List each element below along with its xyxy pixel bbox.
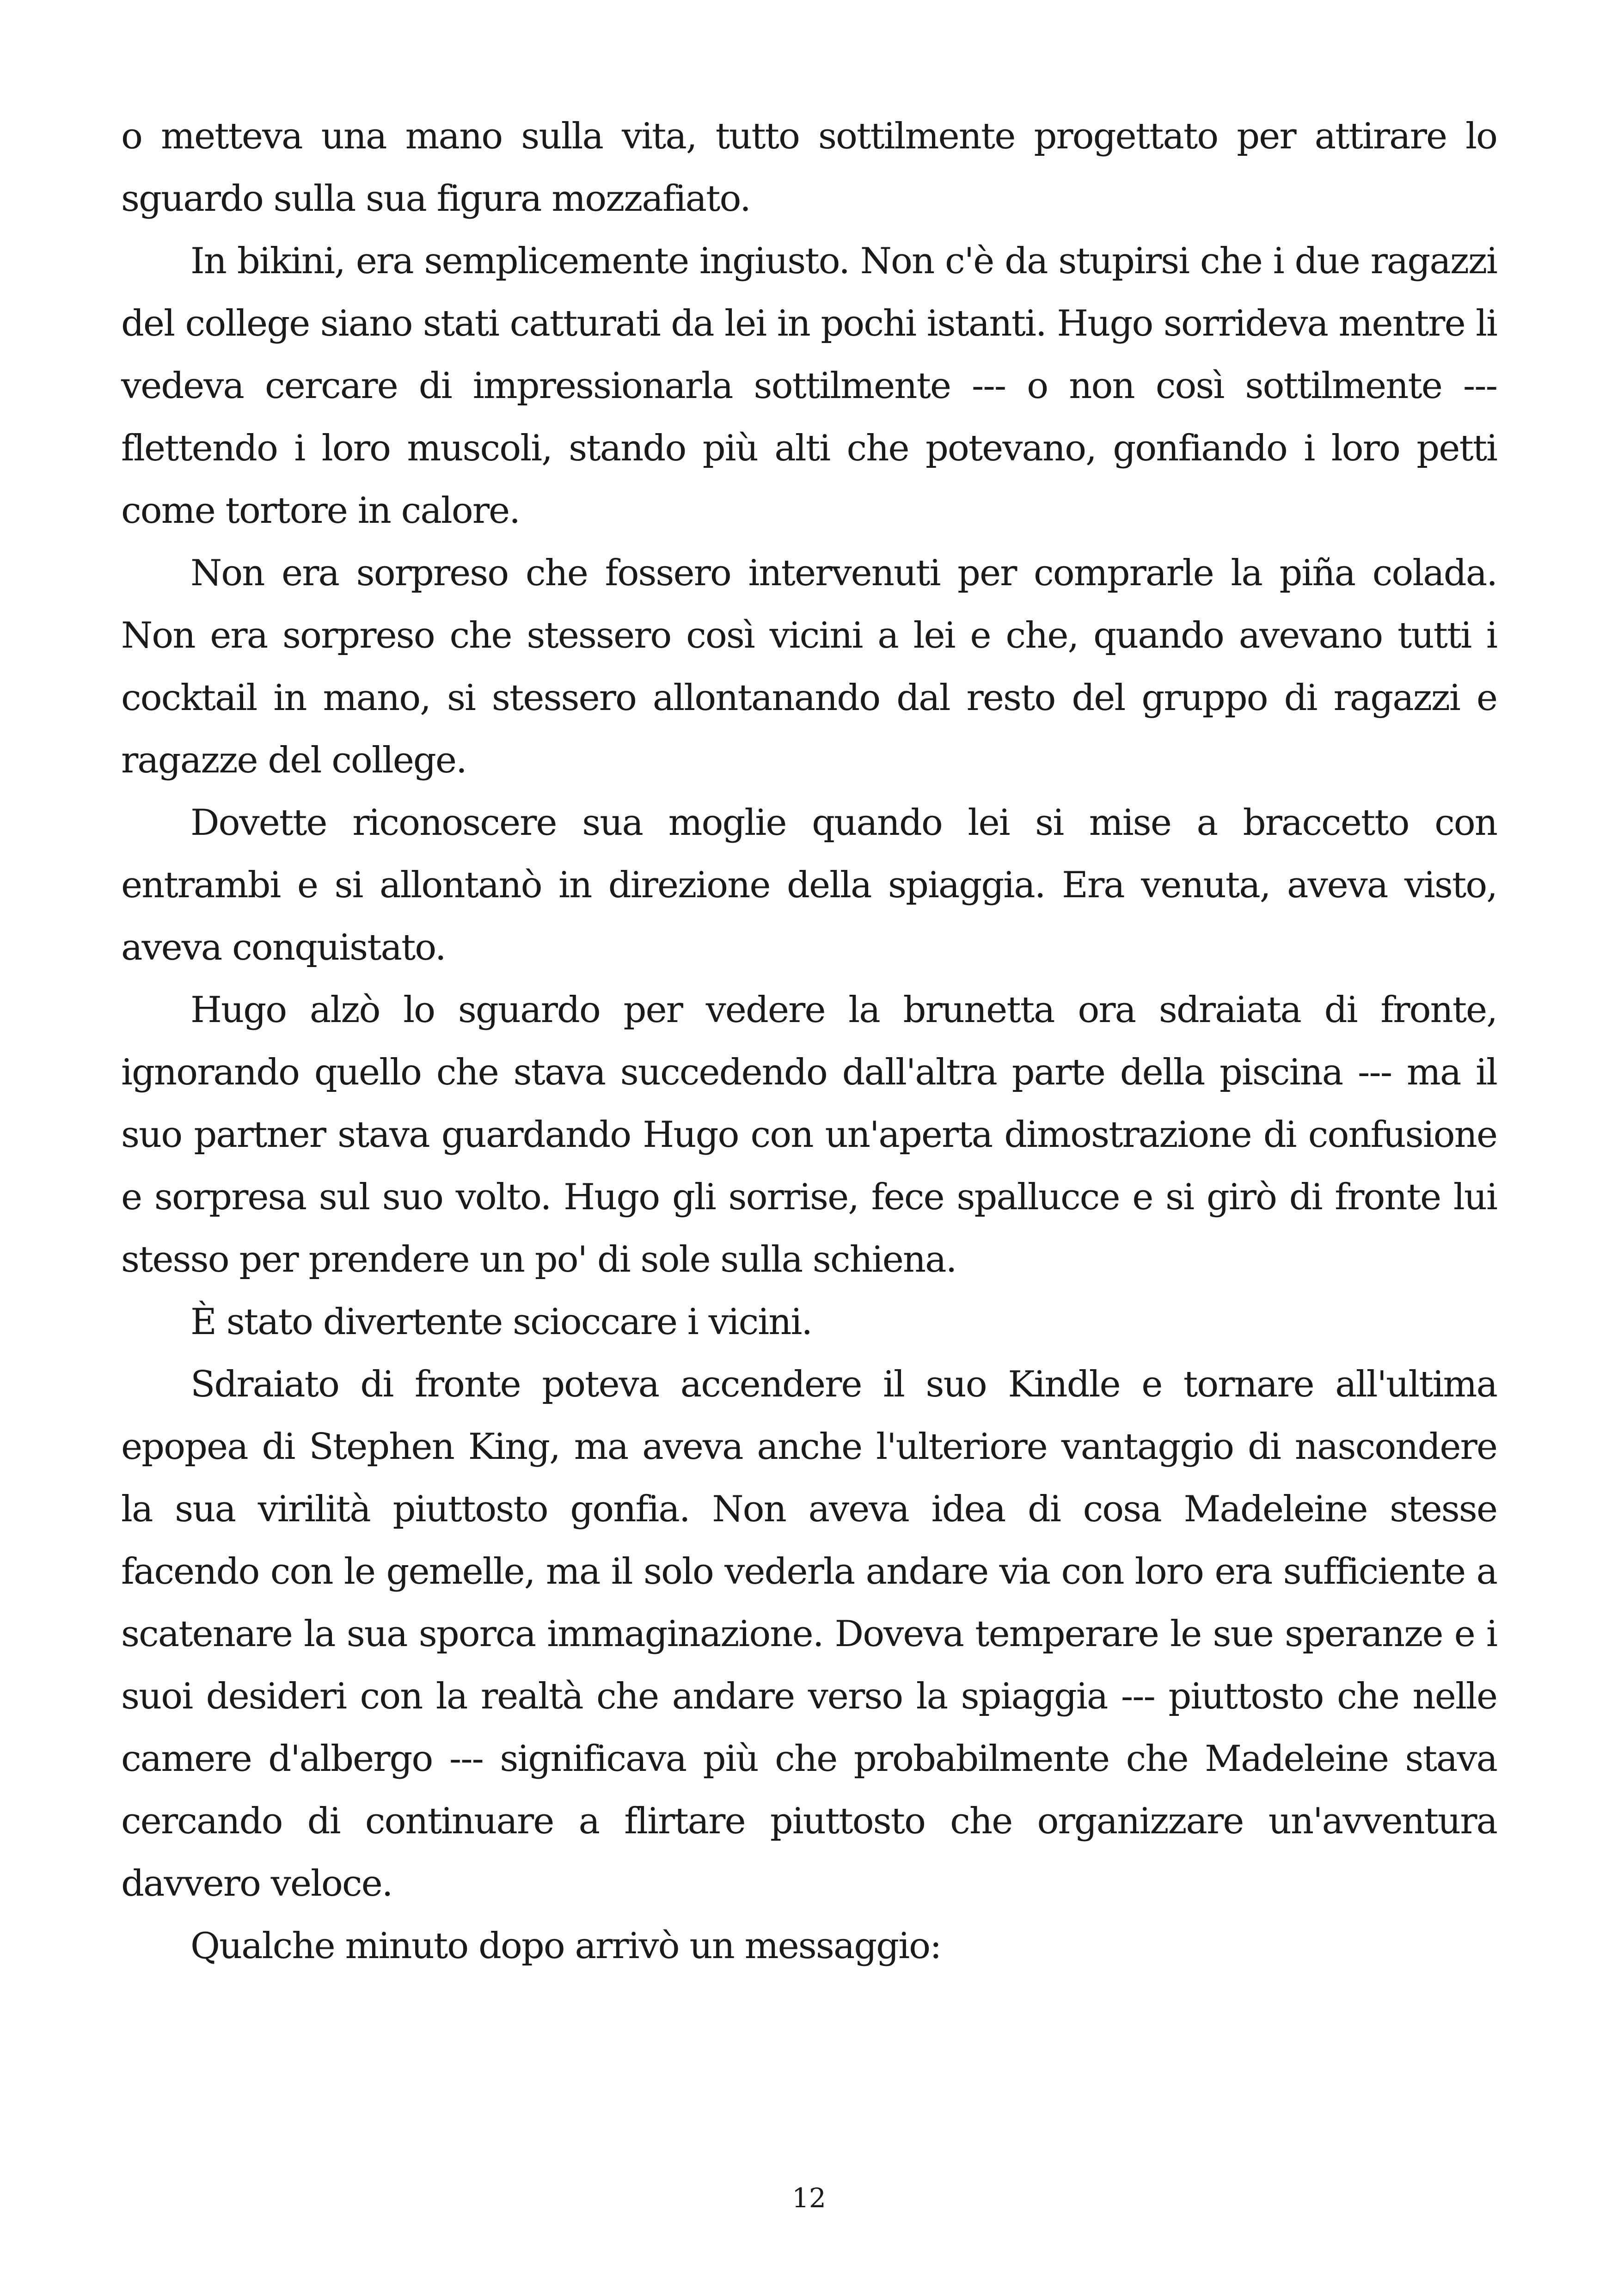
paragraph-3: Non era sorpreso che fossero intervenuti per comprarle la piña colada. Non era sorpreso che stessero così vicini a lei e che, quando avevano tutti i cocktail in mano, si stessero allontanando dal resto del gruppo di ragazzi e ragazze del college. — [121, 552, 1497, 781]
paragraph-7: Sdraiato di fronte poteva accendere il suo Kindle e tornare all'ultima epopea di Stephen King, ma aveva anche l'ulteriore vantaggio di nascondere la sua virilità piuttosto gonfia. Non aveva idea di cosa Madeleine stesse facendo con le gemelle, ma il solo vederla andare via con loro era sufficiente a scatenare la sua sporca immaginazione. Doveva temperare le sue speranze e i suoi desideri con la realtà che andare verso la spiaggia --- piuttosto che nelle camere d'albergo --- significava più che probabilmente che Madeleine stava cercando di continuare a flirtare piuttosto che organizzare un'avventura davvero veloce. — [121, 1364, 1497, 1904]
paragraph-2: In bikini, era semplicemente ingiusto. Non c'è da stupirsi che i due ragazzi del college siano stati catturati da lei in pochi istanti. Hugo sorrideva mentre li vedeva cercare di impressionarla sottilmente --- o non così sottilmente --- flettendo i loro muscoli, stando più alti che potevano, gonfiando i loro petti come tortore in calore. — [121, 240, 1497, 532]
paragraph-8: Qualche minuto dopo arrivò un messaggio: — [190, 1925, 941, 1967]
paragraph-5: Hugo alzò lo sguardo per vedere la brunetta ora sdraiata di fronte, ignorando quello che stava succedendo dall'altra parte della piscina --- ma il suo partner stava guardando Hugo con un'aperta dimostrazione di confusione e sorpresa sul suo volto. Hugo gli sorrise, fece spallucce e si girò di fronte lui stesso per prendere un po' di sole sulla schiena. — [121, 989, 1497, 1280]
page-number: 12 — [792, 2182, 826, 2214]
body-text — [121, 105, 1497, 1978]
paragraph-6: È stato divertente scioccare i vicini. — [190, 1301, 812, 1343]
paragraph-1: o metteva una mano sulla vita, tutto sottilmente progettato per attirare lo sguardo sulla sua figura mozzafiato. — [121, 116, 1497, 220]
paragraph-4: Dovette riconoscere sua moglie quando lei si mise a braccetto con entrambi e si allontanò in direzione della spiaggia. Era venuta, aveva visto, aveva conquistato. — [121, 802, 1497, 968]
